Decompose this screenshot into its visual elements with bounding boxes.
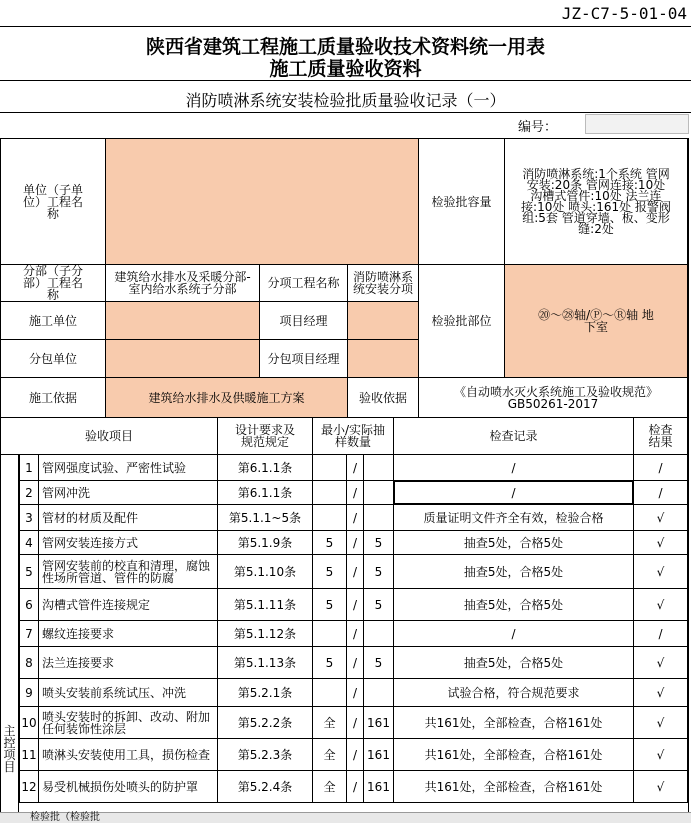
- row-5-item: 管网安装前的校直和清理，腐蚀性场所管道、管件的防腐: [38, 554, 218, 589]
- sheet-tab-bar: [0, 812, 691, 823]
- row-7-no: 7: [19, 620, 39, 647]
- row-6-slash: /: [346, 588, 364, 621]
- col-item: 验收项目: [0, 417, 218, 455]
- row-5-record[interactable]: 抽查5处，合格5处: [393, 554, 634, 589]
- main-title: 陕西省建筑工程施工质量验收技术资料统一用表: [145, 36, 545, 58]
- row-8-no: 8: [19, 646, 39, 679]
- sub-title: 施工质量验收资料: [269, 58, 422, 80]
- row-9-slash: /: [346, 678, 364, 707]
- form-code: JZ-C7-5-01-04: [561, 4, 687, 23]
- row-6-no: 6: [19, 588, 39, 621]
- row-8-clause: 第5.1.13条: [217, 646, 313, 679]
- row-1-slash: /: [346, 454, 364, 481]
- division-value: 建筑给水排水及采暖分部-室内给水系统子分部: [105, 264, 260, 302]
- row-10-slash: /: [346, 706, 364, 739]
- row-4-actual: 5: [363, 530, 394, 555]
- record-title: 消防喷淋系统安装检验批质量验收记录（一）: [185, 91, 506, 110]
- row-2-result[interactable]: /: [633, 480, 688, 505]
- row-2-item: 管网冲洗: [38, 480, 218, 505]
- row-3-result[interactable]: √: [633, 504, 688, 531]
- row-3-min: [312, 504, 347, 531]
- row-11-record[interactable]: 共161处，全部检查，合格161处: [393, 738, 634, 771]
- row-10-clause: 第5.2.2条: [217, 706, 313, 739]
- row-11-result[interactable]: √: [633, 738, 688, 771]
- row-5-result[interactable]: √: [633, 554, 688, 589]
- row-8-actual: 5: [363, 646, 394, 679]
- row-1-no: 1: [19, 454, 39, 481]
- row-10-item: 喷头安装时的拆卸、改动、附加任何装饰性涂层: [38, 706, 218, 739]
- row-8-result[interactable]: √: [633, 646, 688, 679]
- division-label: 分部（子分部）工程名称: [0, 264, 106, 302]
- sheet-tab[interactable]: 检验批（检验批: [30, 812, 100, 823]
- row-3-slash: /: [346, 504, 364, 531]
- row-6-clause: 第5.1.11条: [217, 588, 313, 621]
- row-11-no: 11: [19, 738, 39, 771]
- subitem-value: 消防喷淋系统安装分项: [347, 264, 419, 302]
- col-req: 设计要求及规范规定: [217, 417, 313, 455]
- row-6-item: 沟槽式管件连接规定: [38, 588, 218, 621]
- sub-pm-label: 分包项目经理: [259, 339, 348, 378]
- part-label: 检验批部位: [418, 264, 505, 378]
- row-5-clause: 第5.1.10条: [217, 554, 313, 589]
- subitem-label: 分项工程名称: [259, 264, 348, 302]
- row-5-slash: /: [346, 554, 364, 589]
- basis-label: 施工依据: [0, 377, 106, 418]
- row-9-result[interactable]: √: [633, 678, 688, 707]
- basis-value: 建筑给水排水及供暖施工方案: [105, 377, 348, 418]
- row-7-actual: [363, 620, 394, 647]
- row-3-no: 3: [19, 504, 39, 531]
- col-sample: 最小/实际抽样数量: [312, 417, 394, 455]
- row-12-clause: 第5.2.4条: [217, 770, 313, 803]
- row-6-actual: 5: [363, 588, 394, 621]
- accept-value: 《自动喷水灭火系统施工及验收规范》GB50261-2017: [418, 377, 688, 418]
- row-12-slash: /: [346, 770, 364, 803]
- row-1-min: [312, 454, 347, 481]
- part-value: ⑳～㉘轴/Ⓟ～Ⓡ轴 地下室: [504, 264, 688, 378]
- row-7-record[interactable]: /: [393, 620, 634, 647]
- row-7-result[interactable]: /: [633, 620, 688, 647]
- row-9-actual: [363, 678, 394, 707]
- row-4-no: 4: [19, 530, 39, 555]
- row-2-slash: /: [346, 480, 364, 505]
- row-4-record[interactable]: 抽查5处，合格5处: [393, 530, 634, 555]
- accept-label: 验收依据: [347, 377, 419, 418]
- row-8-item: 法兰连接要求: [38, 646, 218, 679]
- row-10-no: 10: [19, 706, 39, 739]
- row-1-record[interactable]: /: [393, 454, 634, 481]
- group-label: 主控项目: [0, 454, 19, 814]
- capacity-label: 检验批容量: [418, 138, 505, 265]
- sub-label: 分包单位: [0, 339, 106, 378]
- row-7-slash: /: [346, 620, 364, 647]
- pm-value[interactable]: [347, 301, 419, 340]
- row-4-result[interactable]: √: [633, 530, 688, 555]
- row-5-min: 5: [312, 554, 347, 589]
- row-1-item: 管网强度试验、严密性试验: [38, 454, 218, 481]
- row-12-min: 全: [312, 770, 347, 803]
- row-8-record[interactable]: 抽查5处，合格5处: [393, 646, 634, 679]
- row-12-no: 12: [19, 770, 39, 803]
- row-11-item: 喷淋头安装使用工具，损伤检查: [38, 738, 218, 771]
- row-3-record[interactable]: 质量证明文件齐全有效，检验合格: [393, 504, 634, 531]
- row-12-actual: 161: [363, 770, 394, 803]
- row-6-result[interactable]: √: [633, 588, 688, 621]
- row-11-clause: 第5.2.3条: [217, 738, 313, 771]
- row-11-slash: /: [346, 738, 364, 771]
- unit-label: 单位（子单位）工程名称: [0, 138, 106, 265]
- capacity-value: 消防喷淋系统:1个系统 管网安装:20条 管网连接:10处 沟槽式管件:10处 法兰连接:10处 喷头:161处 报警阀组:5套 管道穿墙、板、变形缝:2处: [504, 138, 688, 265]
- number-input[interactable]: [585, 114, 689, 134]
- row-7-min: [312, 620, 347, 647]
- row-12-item: 易受机械损伤处喷头的防护罩: [38, 770, 218, 803]
- row-9-min: [312, 678, 347, 707]
- row-9-no: 9: [19, 678, 39, 707]
- row-3-item: 管材的材质及配件: [38, 504, 218, 531]
- row-9-item: 喷头安装前系统试压、冲洗: [38, 678, 218, 707]
- row-2-no: 2: [19, 480, 39, 505]
- row-11-actual: 161: [363, 738, 394, 771]
- row-3-actual: [363, 504, 394, 531]
- row-10-min: 全: [312, 706, 347, 739]
- row-9-record[interactable]: 试验合格，符合规范要求: [393, 678, 634, 707]
- number-label: 编号：: [517, 120, 557, 135]
- sub-pm-value[interactable]: [347, 339, 419, 378]
- row-10-record[interactable]: 共161处，全部检查，合格161处: [393, 706, 634, 739]
- row-12-result[interactable]: √: [633, 770, 688, 803]
- row-5-no: 5: [19, 554, 39, 589]
- row-8-slash: /: [346, 646, 364, 679]
- row-4-item: 管网安装连接方式: [38, 530, 218, 555]
- row-6-record[interactable]: 抽查5处，合格5处: [393, 588, 634, 621]
- col-result: 检查结果: [633, 417, 688, 455]
- sub-value[interactable]: [105, 339, 260, 378]
- row-7-item: 螺纹连接要求: [38, 620, 218, 647]
- row-4-clause: 第5.1.9条: [217, 530, 313, 555]
- row-4-slash: /: [346, 530, 364, 555]
- row-4-min: 5: [312, 530, 347, 555]
- row-6-min: 5: [312, 588, 347, 621]
- constr-label: 施工单位: [0, 301, 106, 340]
- row-2-clause: 第6.1.1条: [217, 480, 313, 505]
- row-5-actual: 5: [363, 554, 394, 589]
- constr-value[interactable]: [105, 301, 260, 340]
- col-record: 检查记录: [393, 417, 634, 455]
- row-11-min: 全: [312, 738, 347, 771]
- row-10-result[interactable]: √: [633, 706, 688, 739]
- row-1-clause: 第6.1.1条: [217, 454, 313, 481]
- row-3-clause: 第5.1.1~5条: [217, 504, 313, 531]
- row-9-clause: 第5.2.1条: [217, 678, 313, 707]
- row-2-actual: [363, 480, 394, 505]
- row-2-record[interactable]: /: [393, 480, 634, 505]
- row-2-min: [312, 480, 347, 505]
- row-10-actual: 161: [363, 706, 394, 739]
- row-7-clause: 第5.1.12条: [217, 620, 313, 647]
- row-12-record[interactable]: 共161处，全部检查，合格161处: [393, 770, 634, 803]
- unit-value[interactable]: [105, 138, 419, 265]
- pm-label: 项目经理: [259, 301, 348, 340]
- row-8-min: 5: [312, 646, 347, 679]
- row-1-result[interactable]: /: [633, 454, 688, 481]
- row-1-actual: [363, 454, 394, 481]
